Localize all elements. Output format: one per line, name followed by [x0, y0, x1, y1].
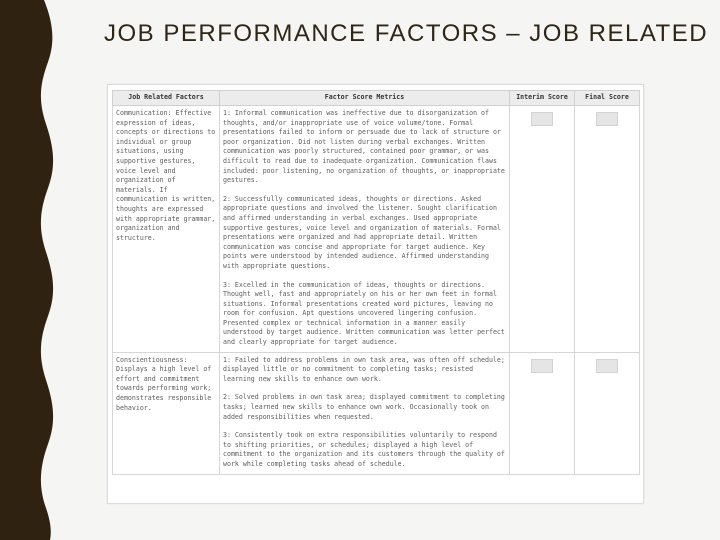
- metric-level-1: 1: Informal communication was ineffective due to disorganization of thoughts, and/or inappropriate use of voice volume/tone. Formal presentations failed to inform or persuade due to lack of structure or poor organization. Did not listen during verbal exchanges. Written communication was poorly structured, contained poor grammar, or was difficult to read due to inadequate organization. Communication flaws included: poor listening, no organization of thoughts, or inappropriate gestures.: [223, 109, 505, 185]
- decorative-wavy-band: [0, 0, 62, 540]
- final-score-field: [596, 112, 618, 126]
- metric-level-3: 3: Excelled in the communication of ideas, thoughts or directions. Thought well, fast and appropriately on his or her own feet in formal situations. Informal presentations created word pictures, leaving no room for confusion. Apt questions uncovered lingering confusion. Presented complex or technical information in a manner easily understood by target audience. Written communication was letter perfect and clearly appropriate for target audience.: [223, 280, 505, 347]
- interim-score-field: [531, 112, 553, 126]
- metrics-cell: [220, 352, 510, 474]
- metric-level-1: 1: Failed to address problems in own task area, was often off schedule; displayed little or no commitment to completing tasks; resisted learning new skills to enhance own work.: [223, 355, 505, 383]
- metric-level-3: 3: Consistently took on extra responsibilities voluntarily to respond to shifting priorities, or schedules; displayed a high level of commitment to the organization and its customers through the quality of work while completing tasks ahead of schedule.: [223, 431, 505, 468]
- metrics-cell: [220, 106, 510, 353]
- interim-score-cell: [510, 106, 575, 353]
- interim-score-field: [531, 359, 553, 373]
- factor-communication: Communication: Effective expression of ideas, concepts or directions to individual or group situations, using supportive gestures, voice level and organization of materials. If communication is written, thoughts are expressed with appropriate grammar, organization and structure.: [116, 109, 216, 242]
- final-score-cell: [575, 352, 640, 474]
- table-row: [113, 352, 640, 474]
- performance-table-image: [107, 84, 644, 504]
- interim-score-cell: [510, 352, 575, 474]
- header-factor-score-metrics: Factor Score Metrics: [220, 91, 510, 106]
- header-final-score: Final Score: [575, 91, 640, 106]
- factor-cell: [113, 352, 220, 474]
- factor-cell: [113, 106, 220, 353]
- factor-conscientiousness: Conscientiousness: Displays a high level of effort and commitment towards performing work; demonstrates responsible behavior.: [116, 355, 212, 412]
- performance-table: [112, 90, 640, 475]
- metric-level-2: 2: Solved problems in own task area; displayed commitment to completing tasks; learned new skills to enhance own work. Occasionally took on added responsibilities when requested.: [223, 393, 505, 421]
- final-score-field: [596, 359, 618, 373]
- header-interim-score: Interim Score: [510, 91, 575, 106]
- table-row: [113, 106, 640, 353]
- metric-level-2: 2: Successfully communicated ideas, thoughts or directions. Asked appropriate questions and involved the listener. Sought clarification and affirmed understanding in verbal exchanges. Used appropriate supportive gestures, voice level and organization of materials. Formal presentations were organized and had appropriate detail. Written communication was concise and appropriate for target audience. Key points were understood by intended audience. Affirmed understanding with appropriate questions.: [223, 194, 501, 270]
- table-header-row: [113, 91, 640, 106]
- page-title: JOB PERFORMANCE FACTORS – JOB RELATED: [104, 20, 709, 47]
- final-score-cell: [575, 106, 640, 353]
- header-job-related-factors: Job Related Factors: [113, 91, 220, 106]
